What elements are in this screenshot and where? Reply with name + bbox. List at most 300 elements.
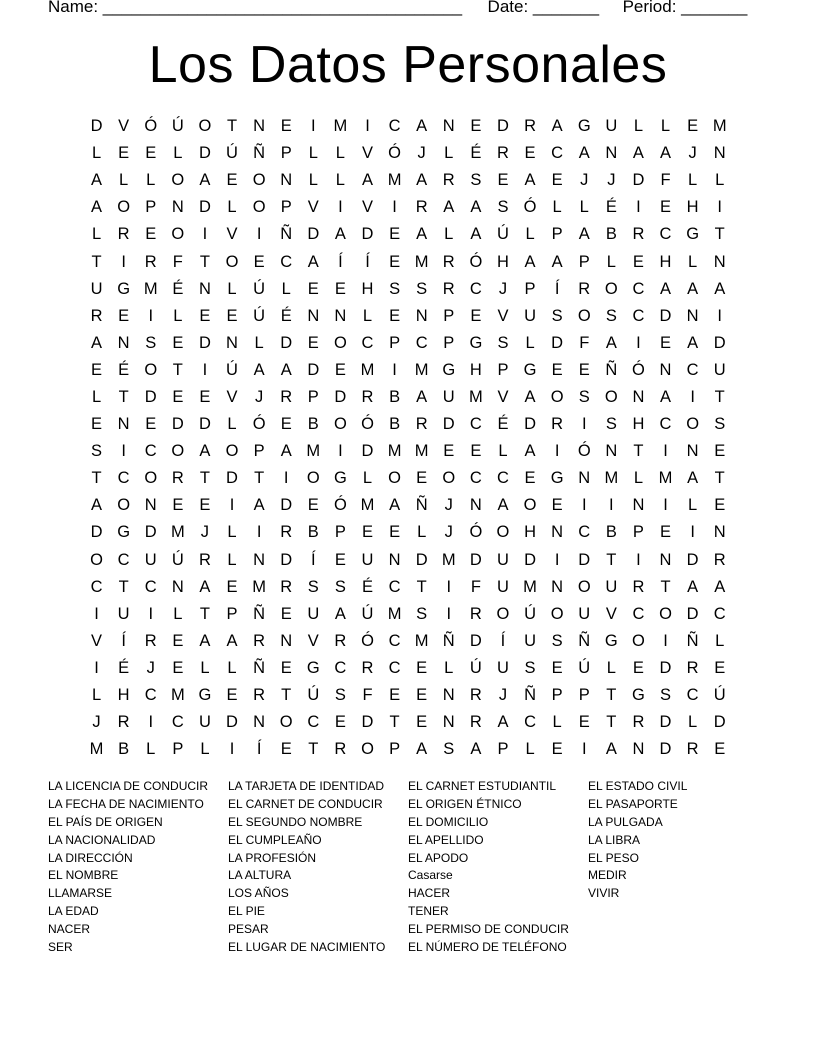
grid-letter: E [172, 496, 184, 515]
grid-letter: L [227, 279, 237, 298]
grid-letter: C [388, 577, 401, 596]
grid-letter: A [470, 740, 482, 759]
grid-letter: O [686, 415, 700, 434]
grid-letter: O [604, 387, 618, 406]
grid-letter: N [713, 252, 726, 271]
grid-letter: R [334, 631, 347, 650]
grid-letter: E [551, 171, 563, 190]
grid-letter: D [307, 225, 320, 244]
grid-letter: E [416, 469, 428, 488]
grid-letter: R [334, 740, 347, 759]
word-bank-item: EL SEGUNDO NOMBRE [228, 814, 363, 829]
grid-letter: A [605, 333, 617, 352]
grid-letter: S [605, 415, 617, 434]
grid-letter: O [171, 225, 185, 244]
grid-letter: A [91, 333, 103, 352]
grid-letter: R [361, 658, 374, 677]
grid-letter: E [389, 252, 401, 271]
grid-letter: R [144, 631, 157, 650]
word-bank-item: TENER [408, 904, 449, 919]
grid-letter: A [334, 604, 346, 623]
word-bank-item: VIVIR [588, 886, 620, 901]
grid-letter: N [171, 198, 184, 217]
grid-letter: L [308, 171, 318, 190]
grid-letter: A [416, 740, 428, 759]
grid-letter: B [307, 415, 319, 434]
grid-letter: E [551, 496, 563, 515]
grid-row [83, 601, 733, 628]
grid-letter: L [715, 171, 725, 190]
grid-letter: N [632, 740, 645, 759]
grid-letter: I [94, 658, 99, 677]
grid-letter: S [470, 171, 482, 190]
grid-letter: C [171, 713, 184, 732]
grid-letter: N [388, 550, 401, 569]
grid-letter: P [280, 144, 292, 163]
grid-letter: E [361, 523, 373, 542]
grid-letter: C [90, 577, 103, 596]
grid-letter: E [307, 333, 319, 352]
word-bank-item: LA FECHA DE NACIMIENTO [48, 796, 204, 811]
grid-letter: I [636, 333, 641, 352]
grid-letter: A [632, 144, 644, 163]
grid-letter: C [659, 415, 672, 434]
grid-letter: N [469, 496, 482, 515]
grid-letter: E [714, 740, 726, 759]
grid-letter: L [552, 713, 562, 732]
grid-letter: O [117, 496, 131, 515]
grid-letter: E [199, 387, 211, 406]
grid-letter: P [497, 740, 509, 759]
grid-letter: O [550, 387, 564, 406]
grid-row [83, 140, 733, 167]
word-bank-item: HACER [408, 886, 451, 901]
grid-letter: G [632, 686, 645, 705]
grid-letter: É [361, 577, 373, 596]
grid-letter: C [632, 279, 645, 298]
grid-letter: I [717, 306, 722, 325]
grid-letter: U [496, 577, 509, 596]
word-bank-item: EL APODO [408, 850, 469, 865]
grid-letter: D [469, 631, 482, 650]
grid-letter: P [389, 740, 401, 759]
grid-letter: I [690, 387, 695, 406]
grid-letter: T [118, 387, 129, 406]
grid-row [83, 330, 733, 357]
grid-letter: T [416, 577, 427, 596]
grid-row [83, 438, 733, 465]
grid-letter: E [226, 306, 238, 325]
grid-letter: D [198, 144, 211, 163]
grid-letter: C [686, 360, 699, 379]
grid-letter: I [94, 604, 99, 623]
worksheet-header [48, 0, 747, 17]
grid-letter: A [361, 171, 373, 190]
grid-letter: L [633, 469, 644, 488]
grid-letter: L [173, 604, 183, 623]
grid-letter: M [414, 442, 429, 461]
grid-letter: D [171, 415, 184, 434]
grid-letter: G [442, 360, 456, 379]
grid-letter: Ú [226, 360, 238, 379]
grid-letter: P [172, 740, 184, 759]
grid-letter: E [687, 117, 699, 136]
grid-letter: Ñ [253, 604, 266, 623]
grid-row [83, 628, 733, 655]
grid-letter: E [226, 577, 238, 596]
grid-letter: Í [311, 550, 316, 569]
grid-letter: A [91, 171, 103, 190]
grid-letter: D [280, 333, 293, 352]
grid-letter: A [91, 496, 103, 515]
grid-letter: R [524, 117, 536, 136]
grid-letter: I [338, 442, 343, 461]
grid-letter: L [688, 496, 698, 515]
grid-letter: J [444, 496, 453, 515]
grid-letter: D [307, 360, 320, 379]
grid-letter: R [496, 144, 509, 163]
grid-letter: D [198, 415, 211, 434]
grid-letter: T [606, 713, 617, 732]
grid-letter: Í [365, 252, 370, 271]
grid-letter: J [92, 713, 101, 732]
grid-letter: E [226, 171, 238, 190]
grid-letter: Ú [361, 604, 374, 623]
grid-letter: S [660, 686, 672, 705]
grid-letter: E [389, 225, 401, 244]
grid-letter: E [660, 523, 672, 542]
grid-letter: Ó [469, 252, 483, 271]
grid-letter: D [415, 550, 428, 569]
grid-letter: U [307, 604, 320, 623]
grid-letter: Ú [524, 604, 536, 623]
grid-letter: M [306, 442, 321, 461]
grid-letter: G [306, 658, 320, 677]
grid-letter: Í [121, 631, 126, 650]
grid-letter: U [605, 577, 618, 596]
grid-letter: E [714, 496, 726, 515]
grid-letter: A [687, 577, 699, 596]
grid-letter: N [632, 387, 645, 406]
grid-letter: D [144, 523, 157, 542]
grid-letter: E [524, 144, 536, 163]
grid-letter: C [713, 604, 726, 623]
grid-letter: A [605, 740, 617, 759]
word-bank-item: LA PULGADA [588, 814, 663, 829]
grid-letter: Ó [361, 415, 374, 434]
grid-letter: J [146, 658, 155, 677]
grid-letter: L [227, 198, 237, 217]
grid-letter: C [144, 577, 157, 596]
grid-letter: E [416, 658, 428, 677]
grid-letter: M [441, 550, 456, 569]
word-bank-item: EL CARNET DE CONDUCIR [228, 796, 383, 811]
grid-letter: E [389, 686, 401, 705]
grid-letter: I [283, 469, 289, 488]
word-bank-item: EL ESTADO CIVIL [588, 779, 688, 793]
grid-letter: C [524, 713, 536, 732]
grid-letter: N [551, 577, 564, 596]
grid-letter: N [144, 496, 157, 515]
grid-letter: I [446, 604, 452, 623]
grid-letter: C [496, 469, 509, 488]
grid-letter: L [417, 523, 427, 542]
grid-letter: N [253, 550, 266, 569]
word-bank-item: LOS AÑOS [228, 886, 289, 901]
grid-letter: L [91, 686, 102, 705]
grid-letter: C [361, 333, 374, 352]
grid-letter: D [713, 713, 726, 732]
grid-letter: O [388, 469, 401, 488]
grid-letter: A [199, 442, 211, 461]
grid-letter: L [688, 171, 698, 190]
grid-letter: T [714, 387, 725, 406]
grid-letter: C [117, 550, 130, 569]
grid-letter: E [714, 442, 726, 461]
word-bank-item: EL APELLIDO [408, 832, 484, 847]
grid-letter: U [524, 306, 536, 325]
grid-letter: E [199, 306, 211, 325]
grid-letter: Ñ [253, 144, 266, 163]
grid-letter: É [497, 415, 509, 434]
grid-letter: C [117, 469, 130, 488]
word-bank-item: EL CARNET ESTUDIANTIL [408, 779, 557, 793]
grid-letter: O [496, 523, 510, 542]
grid-letter: L [119, 171, 129, 190]
grid-letter: F [172, 252, 183, 271]
grid-letter: D [90, 523, 103, 542]
grid-letter: A [253, 496, 265, 515]
grid-letter: A [714, 577, 726, 596]
grid-letter: G [577, 117, 591, 136]
grid-letter: E [389, 306, 401, 325]
grid-letter: N [171, 577, 184, 596]
grid-letter: R [713, 550, 726, 569]
grid-letter: E [389, 523, 401, 542]
grid-letter: I [311, 117, 316, 136]
grid-letter: O [333, 415, 347, 434]
grid-letter: M [658, 469, 673, 488]
grid-letter: O [604, 279, 618, 298]
grid-letter: B [389, 387, 401, 406]
grid-letter: L [146, 740, 156, 759]
grid-letter: E [280, 415, 292, 434]
grid-letter: L [91, 225, 102, 244]
grid-letter: I [229, 496, 235, 515]
grid-letter: L [633, 117, 644, 136]
grid-letter: A [578, 144, 590, 163]
grid-letter: D [442, 415, 455, 434]
grid-letter: R [144, 252, 157, 271]
grid-letter: E [280, 604, 292, 623]
grid-letter: T [199, 252, 210, 271]
grid-letter: Ó [523, 198, 537, 217]
grid-letter: M [170, 686, 185, 705]
grid-row [83, 194, 733, 221]
grid-letter: P [307, 387, 319, 406]
grid-letter: E [91, 360, 103, 379]
grid-letter: A [551, 252, 563, 271]
grid-letter: N [253, 117, 266, 136]
grid-letter: T [606, 550, 617, 569]
grid-letter: D [713, 333, 726, 352]
grid-letter: I [365, 117, 370, 136]
grid-letter: J [498, 279, 508, 298]
grid-letter: E [91, 415, 103, 434]
grid-letter: E [714, 658, 726, 677]
grid-letter: P [226, 604, 238, 623]
word-bank-item: PESAR [228, 922, 269, 937]
grid-letter: A [714, 279, 726, 298]
grid-letter: O [577, 577, 591, 596]
grid-letter: G [117, 523, 131, 542]
grid-letter: Ú [253, 279, 266, 298]
grid-letter: A [470, 225, 482, 244]
grid-letter: I [581, 496, 587, 515]
grid-letter: N [632, 496, 645, 515]
grid-letter: O [632, 631, 645, 650]
word-bank-item: LA TARJETA DE IDENTIDAD [228, 779, 385, 793]
grid-letter: C [388, 631, 401, 650]
grid-letter: D [686, 550, 699, 569]
grid-letter: C [551, 144, 564, 163]
grid-letter: H [524, 523, 536, 542]
word-bank-item: EL DOMICILIO [408, 814, 489, 829]
grid-letter: L [688, 713, 698, 732]
grid-letter: R [469, 686, 482, 705]
grid-letter: R [632, 713, 645, 732]
grid-letter: F [470, 577, 481, 596]
grid-letter: Ú [253, 306, 266, 325]
grid-letter: P [551, 225, 563, 244]
grid-letter: E [470, 442, 482, 461]
grid-letter: N [605, 442, 618, 461]
grid-letter: I [636, 550, 641, 569]
grid-letter: E [334, 279, 346, 298]
grid-letter: A [199, 171, 211, 190]
grid-letter: M [252, 577, 266, 596]
grid-letter: L [200, 658, 210, 677]
grid-letter: O [225, 442, 239, 461]
grid-letter: I [554, 442, 560, 461]
grid-letter: U [90, 279, 103, 298]
grid-row [83, 709, 733, 736]
grid-letter: Ú [469, 658, 482, 677]
grid-letter: U [524, 631, 536, 650]
grid-letter: I [609, 496, 614, 515]
grid-letter: J [254, 387, 264, 406]
grid-letter: Ó [632, 360, 645, 379]
word-bank-item: MEDIR [588, 868, 627, 883]
word-bank-item: EL PIE [228, 904, 265, 919]
grid-letter: N [578, 469, 591, 488]
grid-letter: O [117, 198, 131, 217]
grid-letter: R [632, 577, 645, 596]
grid-letter: C [686, 686, 699, 705]
grid-letter: I [663, 631, 668, 650]
grid-letter: S [307, 577, 319, 596]
grid-letter: U [496, 550, 509, 569]
grid-letter: F [362, 686, 373, 705]
grid-letter: T [714, 469, 725, 488]
grid-letter: A [280, 360, 292, 379]
grid-letter: Ó [577, 442, 591, 461]
grid-letter: D [469, 550, 482, 569]
grid-letter: A [470, 198, 482, 217]
grid-letter: U [605, 117, 618, 136]
grid-letter: R [686, 740, 699, 759]
grid-letter: L [362, 306, 373, 325]
grid-letter: P [524, 279, 536, 298]
grid-letter: I [392, 198, 397, 217]
grid-letter: I [663, 442, 668, 461]
grid-letter: N [659, 360, 672, 379]
grid-letter: E [632, 252, 644, 271]
grid-letter: U [713, 360, 726, 379]
grid-letter: M [143, 279, 158, 298]
grid-letter: P [443, 306, 455, 325]
word-bank-item: LA LICENCIA DE CONDUCIR [48, 779, 209, 793]
grid-letter: L [579, 198, 589, 217]
grid-letter: D [361, 442, 374, 461]
grid-letter: E [172, 387, 184, 406]
grid-row [83, 574, 733, 601]
grid-letter: T [714, 225, 725, 244]
grid-letter: L [525, 225, 535, 244]
grid-letter: H [361, 279, 374, 298]
grid-letter: R [253, 631, 266, 650]
grid-letter: N [686, 306, 699, 325]
grid-letter: E [145, 415, 157, 434]
grid-letter: P [497, 360, 509, 379]
grid-letter: E [470, 117, 482, 136]
grid-row [83, 519, 733, 546]
grid-letter: N [226, 333, 238, 352]
grid-letter: A [199, 631, 211, 650]
grid-letter: N [280, 171, 293, 190]
grid-letter: I [229, 740, 235, 759]
grid-letter: Ñ [578, 631, 591, 650]
grid-letter: R [442, 252, 455, 271]
grid-letter: G [550, 469, 564, 488]
grid-letter: C [144, 442, 157, 461]
grid-letter: D [659, 713, 672, 732]
grid-letter: A [389, 496, 401, 515]
grid-letter: M [414, 360, 429, 379]
grid-letter: N [659, 550, 672, 569]
grid-letter: R [415, 415, 428, 434]
grid-letter: D [659, 306, 672, 325]
grid-letter: O [252, 171, 266, 190]
grid-letter: L [606, 252, 616, 271]
grid-letter: O [171, 442, 185, 461]
grid-letter: D [90, 117, 103, 136]
grid-letter: É [280, 306, 292, 325]
grid-letter: R [686, 658, 699, 677]
grid-letter: A [416, 117, 428, 136]
grid-letter: D [659, 658, 672, 677]
grid-letter: V [118, 117, 130, 136]
grid-letter: R [361, 387, 374, 406]
grid-letter: L [525, 333, 535, 352]
grid-letter: L [227, 415, 237, 434]
grid-letter: C [469, 279, 482, 298]
grid-letter: E [172, 658, 184, 677]
grid-letter: O [577, 306, 591, 325]
grid-letter: H [469, 360, 482, 379]
grid-letter: M [712, 117, 727, 136]
grid-letter: S [334, 577, 346, 596]
